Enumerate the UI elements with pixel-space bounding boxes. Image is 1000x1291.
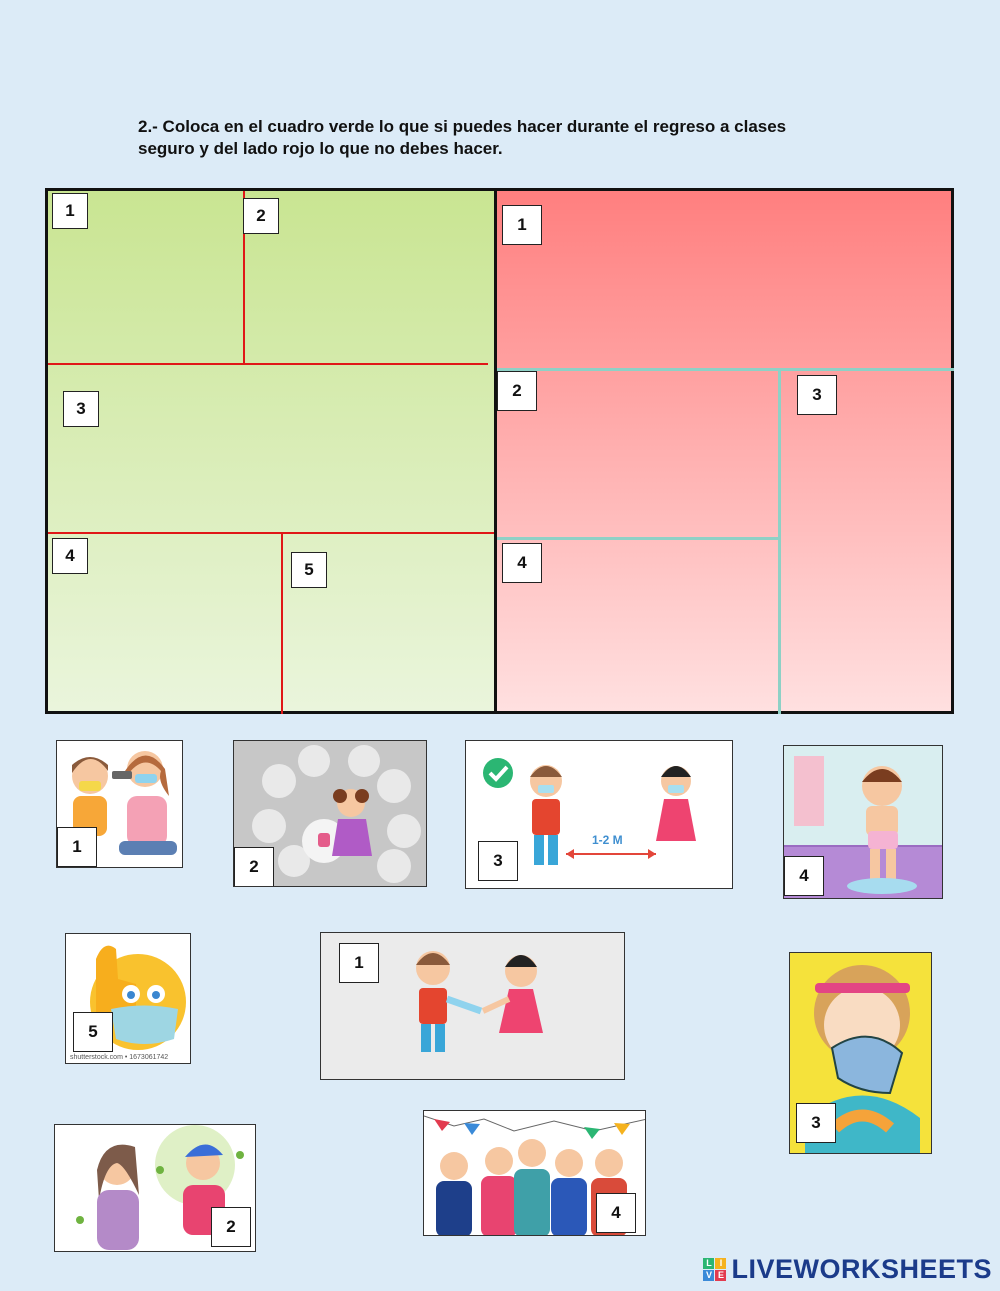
green-board[interactable] (45, 188, 497, 714)
instruction-line-2: seguro y del lado rojo lo que no debes hacer. (138, 139, 503, 158)
divider (48, 532, 494, 534)
logo-mark-letter: L (703, 1258, 714, 1269)
draggable-card-handwashing[interactable] (233, 740, 427, 887)
card-number-badge: 2 (211, 1207, 251, 1247)
instruction-line-1: 2.- Coloca en el cuadro verde lo que si puedes hacer durante el regreso a clases (138, 117, 787, 136)
card-number-badge: 4 (784, 856, 824, 896)
drop-slot-green-1[interactable]: 1 (52, 193, 88, 229)
distance-label: 1-2 M (592, 833, 623, 847)
draggable-card-party-crowd[interactable] (423, 1110, 646, 1236)
divider (778, 371, 781, 714)
draggable-card-bathing[interactable] (783, 745, 943, 899)
card-number-badge: 1 (339, 943, 379, 983)
drop-slot-red-4[interactable]: 4 (502, 543, 542, 583)
logo-mark-icon (703, 1258, 727, 1282)
card-number-badge: 3 (478, 841, 518, 881)
logo-text: LIVEWORKSHEETS (731, 1254, 992, 1284)
drop-slot-green-5[interactable]: 5 (291, 552, 327, 588)
draggable-card-temperature-check[interactable] (56, 740, 183, 868)
drop-slot-green-4[interactable]: 4 (52, 538, 88, 574)
draggable-card-coughing[interactable] (54, 1124, 256, 1252)
divider (48, 363, 488, 365)
image-watermark: shutterstock.com • 1673061742 (70, 1054, 169, 1061)
card-number-badge: 3 (796, 1103, 836, 1143)
card-number-badge: 2 (234, 847, 274, 887)
drop-slot-red-3[interactable]: 3 (797, 375, 837, 415)
card-number-badge: 4 (596, 1193, 636, 1233)
draggable-card-thumbs-up-mask[interactable] (65, 933, 191, 1064)
drop-slot-green-3[interactable]: 3 (63, 391, 99, 427)
card-number-badge: 1 (57, 827, 97, 867)
liveworksheets-logo (703, 1254, 992, 1285)
card-number-badge: 5 (73, 1012, 113, 1052)
logo-mark-letter: I (715, 1258, 726, 1269)
draggable-card-social-distance[interactable] (465, 740, 733, 889)
logo-mark-letter: E (715, 1270, 726, 1281)
drop-slot-red-2[interactable]: 2 (497, 371, 537, 411)
red-board[interactable] (494, 188, 954, 714)
divider (497, 537, 779, 540)
instruction-text (138, 116, 858, 160)
divider (281, 534, 283, 714)
draggable-card-mask-under-nose[interactable] (789, 952, 932, 1154)
divider (497, 368, 954, 371)
drop-slot-green-2[interactable]: 2 (243, 198, 279, 234)
draggable-card-handshake[interactable] (320, 932, 625, 1080)
logo-mark-letter: V (703, 1270, 714, 1281)
drop-slot-red-1[interactable]: 1 (502, 205, 542, 245)
